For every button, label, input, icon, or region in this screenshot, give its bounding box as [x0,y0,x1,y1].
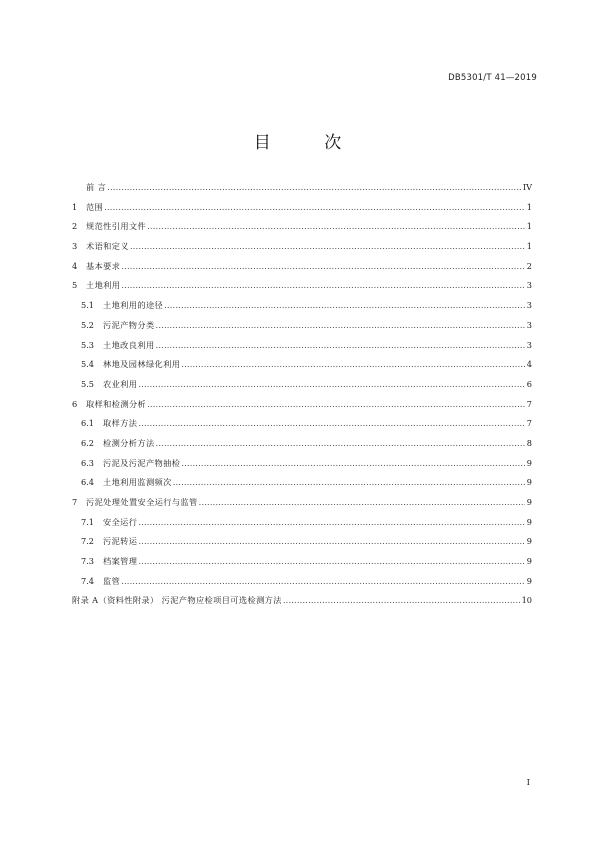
toc-entry-title: 检测分析方法 [103,437,155,448]
toc-entry-number: 5.3 [81,339,95,350]
toc-entry-number: 6.1 [81,418,95,429]
toc-entry[interactable] [72,434,532,454]
toc-entry-page: 1 [526,241,532,252]
toc-entry[interactable] [72,355,532,375]
toc-entry-title: 前 言 [86,182,107,192]
toc-entry-number: 3 [72,241,78,252]
toc-entry-page: 9 [526,477,532,488]
toc-entry-page: 9 [526,575,532,586]
toc-leader-dots [147,217,525,237]
toc-entry-page: 9 [526,497,532,507]
toc-entry-number: 7.4 [81,575,95,586]
toc-entry[interactable] [72,257,532,277]
page-number: I [526,778,530,788]
toc-leader-dots [138,513,525,533]
toc-entry-page: 1 [526,221,532,232]
toc-entry-title: 取样和检测分析 [86,398,147,409]
toc-entry[interactable] [72,375,532,395]
table-of-contents [72,178,532,611]
toc-entry-page: 6 [526,378,532,389]
toc-entry-title: 基本要求 [86,260,121,271]
toc-entry-number: 6.3 [81,457,95,468]
toc-entry-number: 7.3 [81,556,95,567]
toc-leader-dots [181,355,525,375]
toc-entry[interactable] [72,572,532,592]
toc-entry-number: 5.5 [81,378,95,389]
toc-leader-dots [173,473,525,493]
toc-entry-number: 7.1 [81,516,95,527]
toc-entry-number: 1 [72,201,78,212]
toc-leader-dots [121,572,525,592]
toc-entry[interactable] [72,552,532,572]
toc-entry[interactable] [72,336,532,356]
toc-entry-page: 7 [526,398,532,409]
toc-leader-dots [104,198,525,218]
toc-entry-title: 农业利用 [103,378,138,389]
toc-entry[interactable] [72,493,532,513]
toc-leader-dots [156,336,525,356]
toc-entry[interactable] [72,237,532,257]
toc-entry-number: 2 [72,221,78,232]
toc-leader-dots [156,434,525,454]
toc-leader-dots [138,532,525,552]
toc-entry-page: IV [522,182,532,192]
toc-entry-page: 7 [526,418,532,429]
toc-entry-title: 土地利用 [86,280,121,291]
toc-entry-page: 10 [521,595,532,606]
toc-leader-dots [138,375,525,395]
toc-entry[interactable] [72,316,532,336]
toc-leader-dots [107,178,522,198]
toc-entry-page: 4 [526,359,532,370]
toc-entry-title: 林地及园林绿化利用 [103,359,181,370]
toc-entry[interactable] [72,513,532,533]
toc-entry[interactable] [72,532,532,552]
toc-leader-dots [199,493,525,513]
toc-leader-dots [164,296,525,316]
toc-entry-title: 取样方法 [103,418,138,429]
toc-entry-page: 1 [526,201,532,212]
toc-leader-dots [121,257,525,277]
toc-entry[interactable] [72,296,532,316]
toc-entry-number: 5.4 [81,359,95,370]
toc-entry-title: 附录 A（资料性附录） 污泥产物应检项目可选检测方法 [72,595,282,606]
toc-leader-dots [156,316,525,336]
toc-entry-number: 5.1 [81,300,95,311]
toc-entry-title: 档案管理 [103,556,138,567]
document-code: DB5301/T 41—2019 [448,73,537,83]
toc-entry-title: 土地利用的途径 [103,300,164,311]
toc-entry-title: 污泥产物分类 [103,319,155,330]
page-title: 目 次 [253,133,366,153]
toc-entry-number: 5.2 [81,319,95,330]
toc-entry[interactable] [72,276,532,296]
toc-entry-title: 安全运行 [103,516,138,527]
toc-entry-page: 3 [526,319,532,330]
toc-entry-page: 2 [526,260,532,271]
toc-entry[interactable] [72,473,532,493]
toc-entry-title: 污泥转运 [103,536,138,547]
toc-entry-page: 8 [526,437,532,448]
toc-entry-page: 3 [526,280,532,291]
toc-leader-dots [181,454,525,474]
toc-entry-page: 9 [526,457,532,468]
toc-entry[interactable] [72,198,532,218]
toc-leader-dots [138,414,525,434]
toc-entry[interactable] [72,178,532,198]
toc-entry-number: 7 [72,497,78,507]
toc-entry-title: 规范性引用文件 [86,221,147,232]
toc-entry-title: 土地改良利用 [103,339,155,350]
toc-entry-number: 7.2 [81,536,95,547]
toc-entry-page: 9 [526,536,532,547]
toc-entry-page: 3 [526,300,532,311]
toc-entry-page: 9 [526,556,532,567]
toc-entry-page: 3 [526,339,532,350]
toc-entry-title: 污泥及污泥产物抽检 [103,457,181,468]
toc-entry[interactable] [72,395,532,415]
toc-entry-title: 污泥处理处置安全运行与监管 [86,497,198,507]
toc-leader-dots [130,237,525,257]
toc-entry-title: 土地利用监测频次 [103,477,172,488]
toc-entry-title: 监管 [103,575,121,586]
toc-leader-dots [283,591,521,611]
toc-entry[interactable] [72,591,532,611]
toc-entry-number: 6.4 [81,477,95,488]
toc-entry[interactable] [72,454,532,474]
toc-leader-dots [147,395,525,415]
toc-entry-page: 9 [526,516,532,527]
toc-entry-number: 6.2 [81,437,95,448]
toc-entry-number: 6 [72,398,78,409]
toc-entry-number: 5 [72,280,78,291]
toc-entry[interactable] [72,217,532,237]
toc-entry-title: 术语和定义 [86,241,129,252]
toc-entry-title: 范围 [86,201,104,212]
toc-leader-dots [121,276,525,296]
toc-leader-dots [138,552,525,572]
toc-entry-number: 4 [72,260,78,271]
toc-entry[interactable] [72,414,532,434]
